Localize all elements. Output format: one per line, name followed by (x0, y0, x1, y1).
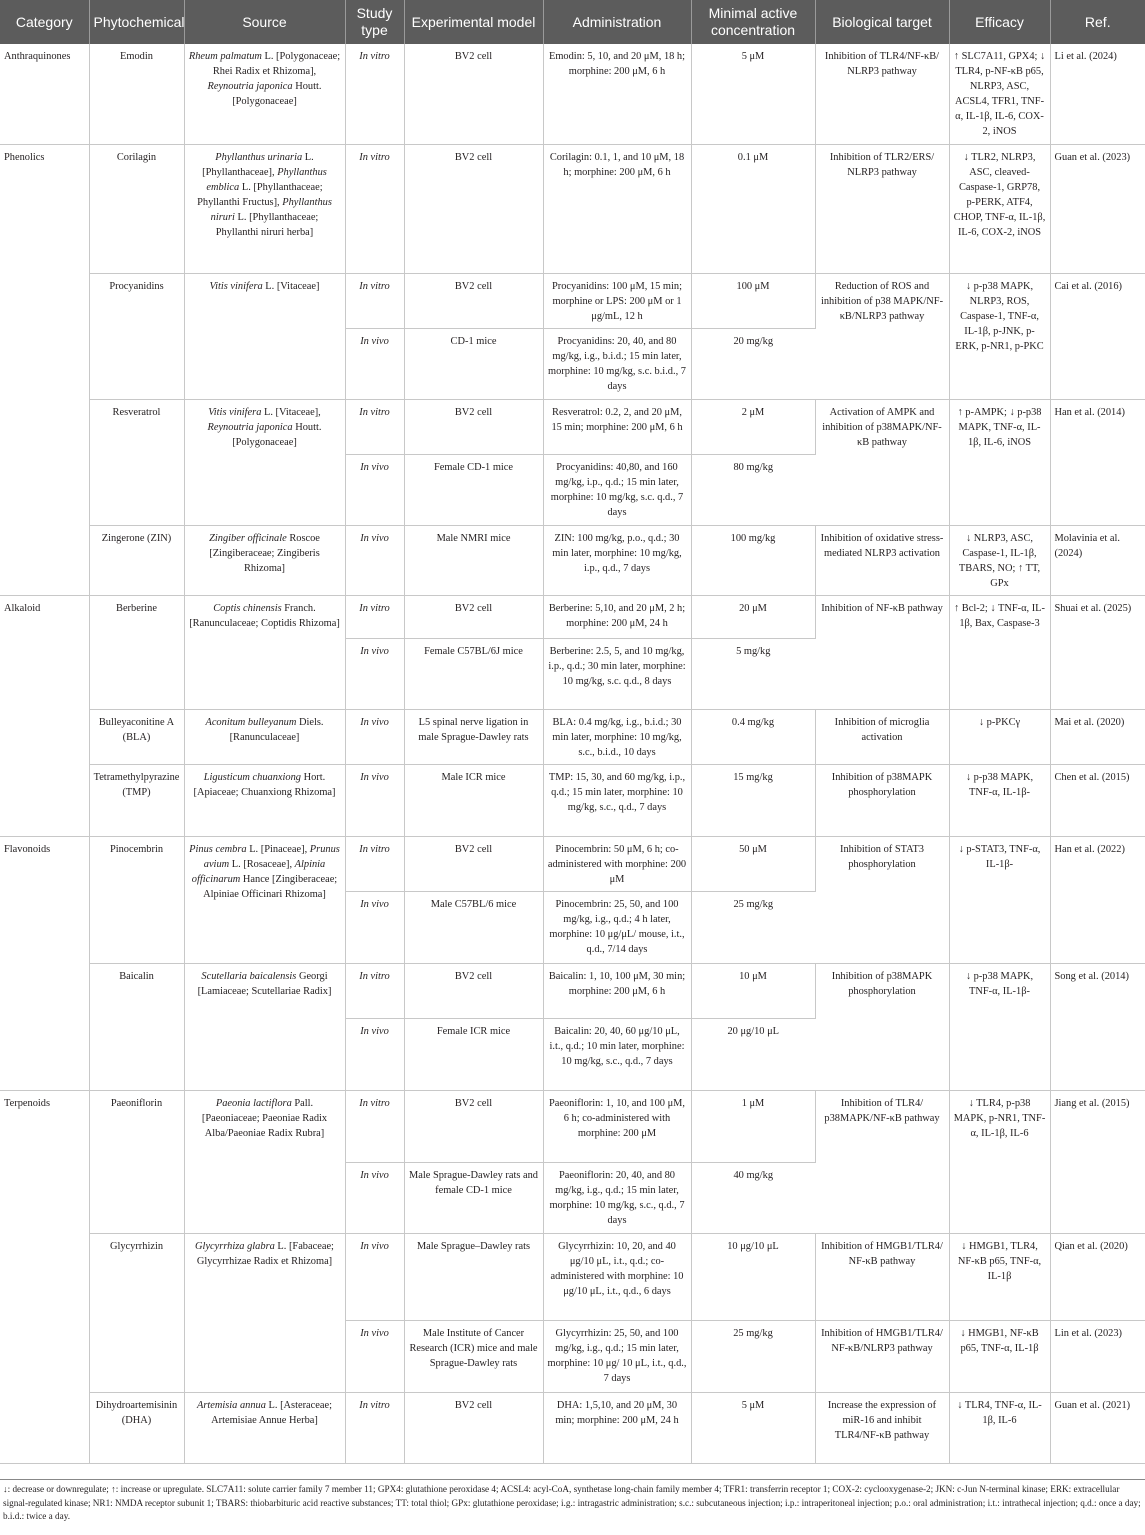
species-name: Vitis vinifera (209, 280, 263, 292)
source-text: Hort. [Apiaceae; Chuanxiong Rhizoma] (193, 771, 336, 798)
source-cell (184, 709, 345, 764)
biological-target-cell: Activation of AMPK and inhibition of p38MAPK/NF-κB pathway (815, 399, 949, 525)
minimal-active-concentration-cell: 0.4 mg/kg (691, 709, 815, 764)
reference-cell: Shuai et al. (2025) (1050, 595, 1145, 709)
category-cell: Alkaloid (0, 595, 89, 836)
header-minimal-active-concentration: Minimal active concentration (691, 0, 815, 44)
reference-cell: Song et al. (2014) (1050, 963, 1145, 1090)
reference-cell: Jiang et al. (2015) (1050, 1090, 1145, 1233)
study-type-cell (345, 328, 404, 399)
efficacy-cell: ↓ p-p38 MAPK, NLRP3, ROS, Caspase-1, TNF-α, IL-1β, p-JNK, p-ERK, p-NR1, p-PKC (949, 273, 1050, 399)
source-cell (184, 44, 345, 144)
experimental-model-cell: Male NMRI mice (404, 525, 543, 595)
efficacy-cell: ↓ p-p38 MAPK, TNF-α, IL-1β- (949, 764, 1050, 836)
experimental-model-cell: BV2 cell (404, 144, 543, 273)
species-name: Zingiber officinale (209, 532, 287, 544)
reference-cell: Han et al. (2014) (1050, 399, 1145, 525)
efficacy-cell: ↓ HMGB1, TLR4, NF-κB p65, TNF-α, IL-1β (949, 1233, 1050, 1320)
table-body (0, 44, 1145, 1463)
phytochemical-cell: Emodin (89, 44, 184, 144)
minimal-active-concentration-cell: 25 mg/kg (691, 891, 815, 963)
phytochemical-cell: Glycyrrhizin (89, 1233, 184, 1392)
biological-target-cell: Inhibition of p38MAPK phosphorylation (815, 764, 949, 836)
reference-cell: Mai et al. (2020) (1050, 709, 1145, 764)
source-text: L. [Polygonaceae; Rhei Radix et Rhizoma], (212, 51, 341, 77)
source-cell (184, 525, 345, 595)
header-row (0, 0, 1145, 44)
administration-cell: Resveratrol: 0.2, 2, and 20 μM, 15 min; morphine: 200 μM, 6 h (543, 399, 691, 454)
phytochemical-cell: Procyanidins (89, 273, 184, 399)
biological-target-cell: Inhibition of NF-κB pathway (815, 595, 949, 709)
source-text: L. [Phyllanthaceae; Phyllanthi niruri herba] (215, 211, 319, 238)
experimental-model-cell: BV2 cell (404, 1392, 543, 1463)
minimal-active-concentration-cell: 20 μg/10 μL (691, 1018, 815, 1090)
species-name: Scutellaria baicalensis (201, 970, 297, 982)
table-row (0, 144, 1145, 273)
species-name: Aconitum bulleyanum (205, 716, 297, 728)
efficacy-cell: ↑ Bcl-2; ↓ TNF-α, IL-1β, Bax, Caspase-3 (949, 595, 1050, 709)
efficacy-cell: ↑ p-AMPK; ↓ p-p38 MAPK, TNF-α, IL-1β, IL-6, iNOS (949, 399, 1050, 525)
study-type-cell (345, 891, 404, 963)
administration-cell: Pinocembrin: 25, 50, and 100 mg/kg, i.g., q.d.; 4 h later, morphine: 10 μg/μL/ mouse, i.t., q.d., 7/14 days (543, 891, 691, 963)
administration-cell: ZIN: 100 mg/kg, p.o., q.d.; 30 min later, morphine: 10 mg/kg, i.p., q.d., 7 days (543, 525, 691, 595)
source-cell (184, 595, 345, 709)
table-row (0, 963, 1145, 1018)
study-type-cell (345, 44, 404, 144)
study-type-text: In vivo (360, 898, 389, 910)
administration-cell: Berberine: 2.5, 5, and 10 mg/kg, i.p., q.d.; 30 min later, morphine: 10 mg/kg, s.c. q.d., 8 days (543, 638, 691, 709)
study-type-cell (345, 638, 404, 709)
biological-target-cell: Inhibition of TLR4/ p38MAPK/NF-κB pathway (815, 1090, 949, 1233)
phytochemical-cell: Baicalin (89, 963, 184, 1090)
table-row (0, 525, 1145, 595)
category-cell: Anthraquinones (0, 44, 89, 144)
minimal-active-concentration-cell: 5 mg/kg (691, 638, 815, 709)
experimental-model-cell: Male C57BL/6 mice (404, 891, 543, 963)
species-name: Phyllanthus emblica (206, 166, 327, 193)
biological-target-cell: Inhibition of TLR4/NF-κB/ NLRP3 pathway (815, 44, 949, 144)
phytochemical-cell: Berberine (89, 595, 184, 709)
source-text: L. [Vitaceae] (262, 280, 320, 292)
study-type-cell (345, 1320, 404, 1392)
species-name: Artemisia annua (196, 1399, 266, 1411)
source-cell (184, 764, 345, 836)
biological-target-cell: Inhibition of p38MAPK phosphorylation (815, 963, 949, 1090)
experimental-model-cell: Female CD-1 mice (404, 454, 543, 525)
administration-cell: Pinocembrin: 50 μM, 6 h; co-administered with morphine: 200 μM (543, 836, 691, 891)
minimal-active-concentration-cell: 1 μM (691, 1090, 815, 1162)
study-type-cell (345, 764, 404, 836)
source-cell (184, 1392, 345, 1463)
table-row (0, 273, 1145, 328)
species-name: Glycyrrhiza glabra (195, 1240, 275, 1252)
source-cell (184, 399, 345, 525)
study-type-text: In vitro (359, 406, 390, 418)
source-cell (184, 1090, 345, 1233)
experimental-model-cell: BV2 cell (404, 1090, 543, 1162)
table-row (0, 709, 1145, 764)
source-text: Franch. [Ranunculaceae; Coptidis Rhizoma] (189, 602, 340, 629)
biological-target-cell: Inhibition of oxidative stress-mediated NLRP3 activation (815, 525, 949, 595)
biological-target-cell: Inhibition of HMGB1/TLR4/ NF-κB/NLRP3 pathway (815, 1320, 949, 1392)
study-type-cell (345, 399, 404, 454)
administration-cell: Paeoniflorin: 1, 10, and 100 μM, 6 h; co-administered with morphine: 200 μM (543, 1090, 691, 1162)
header-ref: Ref. (1050, 0, 1145, 44)
species-name: Paeonia lactiflora (215, 1097, 292, 1109)
reference-cell: Molavinia et al. (2024) (1050, 525, 1145, 595)
administration-cell: Emodin: 5, 10, and 20 μM, 18 h; morphine: 200 μM, 6 h (543, 44, 691, 144)
species-name: Phyllanthus niruri (210, 196, 332, 223)
source-text: Hance [Zingiberaceae; Alpiniae Officinari Rhizoma] (203, 873, 338, 900)
experimental-model-cell: BV2 cell (404, 44, 543, 144)
species-name: Ligusticum chuanxiong (203, 771, 301, 783)
experimental-model-cell: Female ICR mice (404, 1018, 543, 1090)
category-cell: Flavonoids (0, 836, 89, 1090)
study-type-cell (345, 595, 404, 638)
experimental-model-cell: Male Institute of Cancer Research (ICR) mice and male Sprague-Dawley rats (404, 1320, 543, 1392)
source-text: L. [Rosaceae], (229, 858, 295, 870)
experimental-model-cell: L5 spinal nerve ligation in male Sprague-Dawley rats (404, 709, 543, 764)
experimental-model-cell: Male Sprague–Dawley rats (404, 1233, 543, 1320)
minimal-active-concentration-cell: 25 mg/kg (691, 1320, 815, 1392)
study-type-text: In vitro (359, 151, 390, 163)
table-row (0, 1392, 1145, 1463)
header-study-type: Study type (345, 0, 404, 44)
experimental-model-cell: Male ICR mice (404, 764, 543, 836)
category-cell: Terpenoids (0, 1090, 89, 1463)
experimental-model-cell: BV2 cell (404, 963, 543, 1018)
study-type-text: In vitro (359, 1399, 390, 1411)
header-category: Category (0, 0, 89, 44)
source-text: L. [Fabaceae; Glycyrrhizae Radix et Rhizoma] (196, 1240, 334, 1267)
administration-cell: BLA: 0.4 mg/kg, i.g., b.i.d.; 30 min later, morphine: 10 mg/kg, s.c., b.i.d., 10 days (543, 709, 691, 764)
study-type-cell (345, 144, 404, 273)
study-type-cell (345, 963, 404, 1018)
species-name: Alpinia officinarum (191, 858, 326, 885)
source-text: Georgi [Lamiaceae; Scutellariae Radix] (197, 970, 332, 997)
source-text: L. [Asteraceae; Artemisiae Annue Herba] (211, 1399, 333, 1426)
table-row (0, 595, 1145, 638)
phytochemical-cell: Resveratrol (89, 399, 184, 525)
minimal-active-concentration-cell: 2 μM (691, 399, 815, 454)
reference-cell: Guan et al. (2023) (1050, 144, 1145, 273)
minimal-active-concentration-cell: 5 μM (691, 1392, 815, 1463)
administration-cell: Procyanidins: 20, 40, and 80 mg/kg, i.g., b.i.d.; 15 min later, morphine: 10 mg/kg, s.c. b.i.d., 7 days (543, 328, 691, 399)
efficacy-cell: ↑ SLC7A11, GPX4; ↓ TLR4, p-NF-κB p65, NLRP3, ASC, ACSL4, TFR1, TNF-α, IL-1β, IL-6, COX-2, iNOS (949, 44, 1050, 144)
study-type-text: In vivo (360, 771, 389, 783)
administration-cell: Glycyrrhizin: 10, 20, and 40 μg/10 μL, i.t., q.d.; co-administered with morphine: 10 μg/10 μL, i.t., q.d., 6 days (543, 1233, 691, 1320)
administration-cell: Glycyrrhizin: 25, 50, and 100 mg/kg, i.g., q.d.; 15 min later, morphine: 10 μg/ 10 μL, i.t., q.d., 7 days (543, 1320, 691, 1392)
phytochemical-cell: Zingerone (ZIN) (89, 525, 184, 595)
study-type-cell (345, 454, 404, 525)
minimal-active-concentration-cell: 15 mg/kg (691, 764, 815, 836)
phytochemical-cell: Paeoniflorin (89, 1090, 184, 1233)
study-type-text: In vivo (360, 645, 389, 657)
minimal-active-concentration-cell: 20 mg/kg (691, 328, 815, 399)
administration-cell: Corilagin: 0.1, 1, and 10 μM, 18 h; morphine: 200 μM, 6 h (543, 144, 691, 273)
source-cell (184, 1233, 345, 1392)
experimental-model-cell: BV2 cell (404, 836, 543, 891)
source-text: L. [Vitaceae], (261, 406, 321, 418)
source-cell (184, 273, 345, 399)
experimental-model-cell: BV2 cell (404, 595, 543, 638)
administration-cell: Baicalin: 1, 10, 100 μM, 30 min; morphine: 200 μM, 6 h (543, 963, 691, 1018)
study-type-text: In vivo (360, 1025, 389, 1037)
minimal-active-concentration-cell: 10 μg/10 μL (691, 1233, 815, 1320)
efficacy-cell: ↓ p-STAT3, TNF-α, IL-1β- (949, 836, 1050, 963)
table-row (0, 399, 1145, 454)
study-type-text: In vivo (360, 532, 389, 544)
study-type-text: In vitro (359, 843, 390, 855)
phytochemical-cell: Corilagin (89, 144, 184, 273)
species-name: Vitis vinifera (208, 406, 262, 418)
study-type-text: In vitro (359, 280, 390, 292)
biological-target-cell: Inhibition of microglia activation (815, 709, 949, 764)
administration-cell: Baicalin: 20, 40, 60 μg/10 μL, i.t., q.d.; 10 min later, morphine: 10 mg/kg, s.c., q.d., 7 days (543, 1018, 691, 1090)
source-cell (184, 963, 345, 1090)
efficacy-cell: ↓ p-PKCγ (949, 709, 1050, 764)
header-source: Source (184, 0, 345, 44)
efficacy-cell: ↓ HMGB1, NF-κB p65, TNF-α, IL-1β (949, 1320, 1050, 1392)
biological-target-cell: Reduction of ROS and inhibition of p38 MAPK/NF-κB/NLRP3 pathway (815, 273, 949, 399)
study-type-cell (345, 836, 404, 891)
header-experimental-model: Experimental model (404, 0, 543, 44)
experimental-model-cell: CD-1 mice (404, 328, 543, 399)
study-type-text: In vivo (360, 1240, 389, 1252)
header-biological-target: Biological target (815, 0, 949, 44)
efficacy-cell: ↓ TLR4, TNF-α, IL-1β, IL-6 (949, 1392, 1050, 1463)
table-row (0, 836, 1145, 891)
header-efficacy: Efficacy (949, 0, 1050, 44)
study-type-text: In vivo (360, 1169, 389, 1181)
study-type-text: In vivo (360, 335, 389, 347)
reference-cell: Han et al. (2022) (1050, 836, 1145, 963)
reference-cell: Chen et al. (2015) (1050, 764, 1145, 836)
source-text: L. [Phyllanthaceae; Phyllanthi Fructus], (197, 181, 323, 208)
administration-cell: Procyanidins: 40,80, and 160 mg/kg, i.p., q.d.; 15 min later, morphine: 10 mg/kg, s.c. q.d., 7 days (543, 454, 691, 525)
study-type-text: In vivo (360, 461, 389, 473)
table-row (0, 1233, 1145, 1320)
study-type-cell (345, 525, 404, 595)
table-row (0, 764, 1145, 836)
biological-target-cell: Inhibition of STAT3 phosphorylation (815, 836, 949, 963)
efficacy-cell: ↓ TLR4, p-p38 MAPK, p-NR1, TNF-α, IL-1β, IL-6 (949, 1090, 1050, 1233)
efficacy-cell: ↓ TLR2, NLRP3, ASC, cleaved-Caspase-1, GRP78, p-PERK, ATF4, CHOP, TNF-α, IL-1β, IL-6, COX-2, iNOS (949, 144, 1050, 273)
species-name: Reynoutria japonica (207, 421, 293, 433)
minimal-active-concentration-cell: 50 μM (691, 836, 815, 891)
source-text: Houtt. [Polygonaceae] (232, 81, 322, 107)
administration-cell: Paeoniflorin: 20, 40, and 80 mg/kg, i.g., q.d.; 15 min later, morphine: 10 mg/kg, s.c., q.d., 7 days (543, 1162, 691, 1233)
experimental-model-cell: BV2 cell (404, 399, 543, 454)
species-name: Prunus avium (203, 843, 340, 870)
minimal-active-concentration-cell: 10 μM (691, 963, 815, 1018)
source-cell (184, 144, 345, 273)
experimental-model-cell: Female C57BL/6J mice (404, 638, 543, 709)
biological-target-cell: Increase the expression of miR-16 and inhibit TLR4/NF-κB pathway (815, 1392, 949, 1463)
source-text: L. [Phyllanthaceae], (202, 151, 314, 178)
experimental-model-cell: BV2 cell (404, 273, 543, 328)
source-cell (184, 836, 345, 963)
phytochemical-cell: Dihydroartemisinin (DHA) (89, 1392, 184, 1463)
study-type-text: In vivo (360, 1327, 389, 1339)
administration-cell: TMP: 15, 30, and 60 mg/kg, i.p., q.d.; 15 min later, morphine: 10 mg/kg, s.c., q.d., 7 days (543, 764, 691, 836)
source-text: Roscoe [Zingiberaceae; Zingiberis Rhizoma] (209, 532, 320, 574)
table-row (0, 44, 1145, 144)
biological-target-cell: Inhibition of HMGB1/TLR4/ NF-κB pathway (815, 1233, 949, 1320)
study-type-cell (345, 1233, 404, 1320)
species-name: Coptis chinensis (213, 602, 282, 614)
study-type-cell (345, 1090, 404, 1162)
minimal-active-concentration-cell: 80 mg/kg (691, 454, 815, 525)
study-type-text: In vitro (359, 51, 390, 62)
category-cell: Phenolics (0, 144, 89, 595)
study-type-cell (345, 273, 404, 328)
study-type-text: In vitro (359, 602, 390, 614)
study-type-text: In vivo (360, 716, 389, 728)
minimal-active-concentration-cell: 20 μM (691, 595, 815, 638)
species-name: Reynoutria japonica (207, 81, 293, 92)
minimal-active-concentration-cell: 100 μM (691, 273, 815, 328)
table-footnote: ↓: decrease or downregulate; ↑: increase or upregulate. SLC7A11: solute carrier family 7 member 11; GPX4: glutathione peroxidase 4; ACSL4: acyl-CoA, synthetase long-chain family member 4; TFR1: transferrin receptor 1; COX-2: cyclooxygenase-2; JKN: c-Jun N-terminal kinase; ERK: extracellular signal-regulated kinase; NR1: NMDA receptor subunit 1; TBARS: thiobarbituric acid reactive substances; TT: total thiol; GPx: glutathione peroxidase; i.g.: intragastric administration; s.c.: subcutaneous injection; i.p.: intraperitoneal injection; p.o.: oral administration; i.t.: intrathecal injection; q.d.: once a day; b.i.d.: twice a day. (0, 1479, 1145, 1524)
study-type-cell (345, 709, 404, 764)
table-row (0, 1090, 1145, 1162)
efficacy-cell: ↓ p-p38 MAPK, TNF-α, IL-1β- (949, 963, 1050, 1090)
minimal-active-concentration-cell: 40 mg/kg (691, 1162, 815, 1233)
administration-cell: Procyanidins: 100 μM, 15 min; morphine or LPS: 200 μM or 1 μg/mL, 12 h (543, 273, 691, 328)
minimal-active-concentration-cell: 0.1 μM (691, 144, 815, 273)
source-text: Diels. [Ranunculaceae] (229, 716, 324, 743)
phytochemical-cell: Tetramethylpyrazine (TMP) (89, 764, 184, 836)
administration-cell: DHA: 1,5,10, and 20 μM, 30 min; morphine: 200 μM, 24 h (543, 1392, 691, 1463)
administration-cell: Berberine: 5,10, and 20 μM, 2 h; morphine: 200 μM, 24 h (543, 595, 691, 638)
reference-cell: Qian et al. (2020) (1050, 1233, 1145, 1320)
source-text: L. [Pinaceae], (246, 843, 310, 855)
experimental-model-cell: Male Sprague-Dawley rats and female CD-1 mice (404, 1162, 543, 1233)
header-phytochemical: Phytochemical (89, 0, 184, 44)
species-name: Pinus cembra (189, 843, 247, 855)
source-text: Houtt. [Polygonaceae] (232, 421, 322, 448)
minimal-active-concentration-cell: 100 mg/kg (691, 525, 815, 595)
reference-cell: Lin et al. (2023) (1050, 1320, 1145, 1392)
phytochemical-cell: Pinocembrin (89, 836, 184, 963)
reference-cell: Cai et al. (2016) (1050, 273, 1145, 399)
efficacy-cell: ↓ NLRP3, ASC, Caspase-1, IL-1β, TBARS, NO; ↑ TT, GPx (949, 525, 1050, 595)
reference-cell: Li et al. (2024) (1050, 44, 1145, 144)
study-type-text: In vitro (359, 970, 390, 982)
study-type-cell (345, 1392, 404, 1463)
study-type-text: In vitro (359, 1097, 390, 1109)
reference-cell: Guan et al. (2021) (1050, 1392, 1145, 1463)
source-text: Pall. [Paeoniaceae; Paeoniae Radix Alba/Paeoniae Radix Rubra] (201, 1097, 328, 1139)
minimal-active-concentration-cell: 5 μM (691, 44, 815, 144)
species-name: Phyllanthus urinaria (215, 151, 303, 163)
study-type-cell (345, 1018, 404, 1090)
header-administration: Administration (543, 0, 691, 44)
study-type-cell (345, 1162, 404, 1233)
biological-target-cell: Inhibition of TLR2/ERS/ NLRP3 pathway (815, 144, 949, 273)
phytochemical-cell: Bulleyaconitine A (BLA) (89, 709, 184, 764)
species-name: Rheum palmatum (188, 51, 262, 62)
